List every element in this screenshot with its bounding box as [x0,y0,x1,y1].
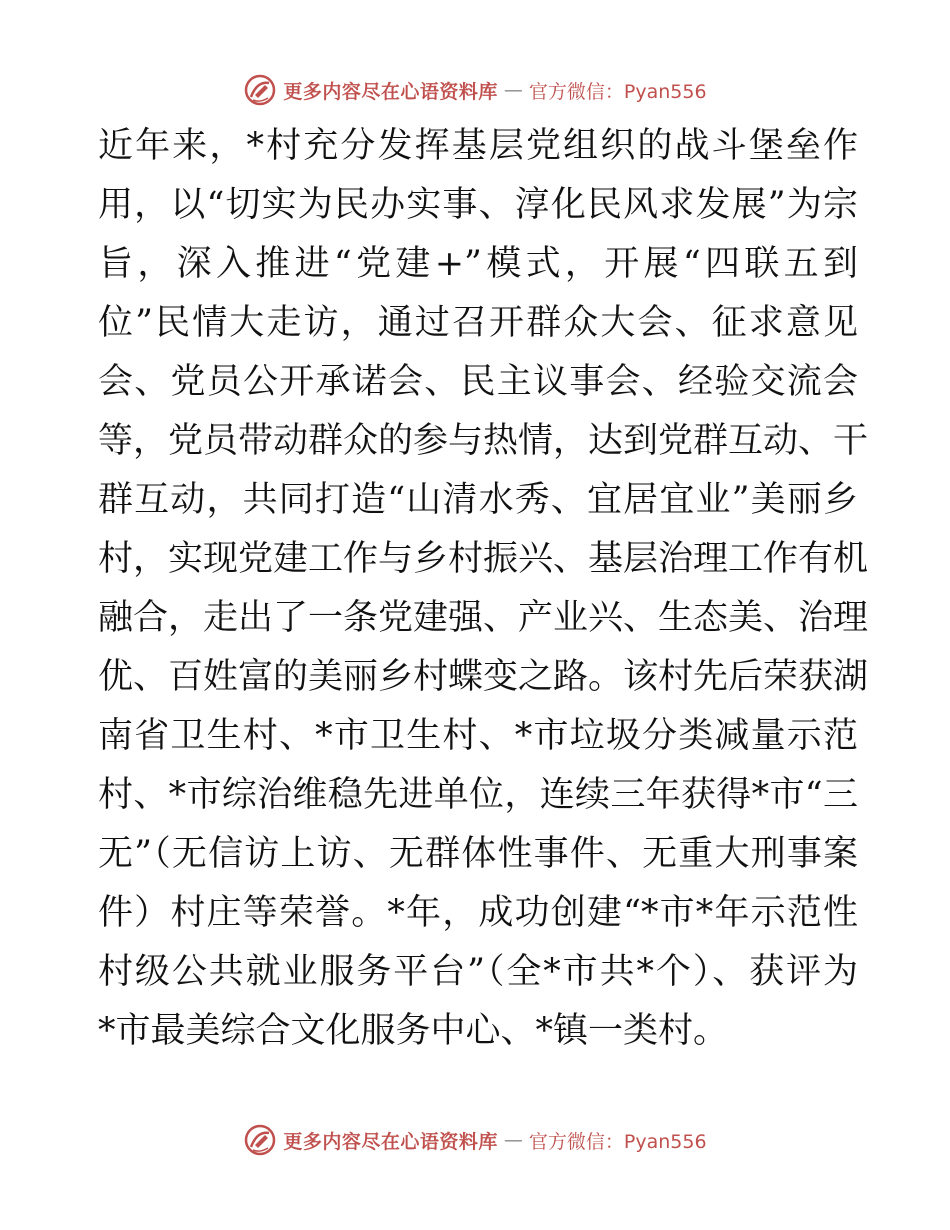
paragraph-line: 村，实现党建工作与乡村振兴、基层治理工作有机 [98,539,869,579]
paragraph-line: 村、*市综治维稳先进单位，连续三年获得*市“三 [98,775,858,815]
watermark-brand-text: 更多内容尽在心语资料库 [283,80,498,103]
paragraph-line: 旨，深入推进“党建+”模式，开展“四联五到 [98,244,858,284]
pen-swirl-logo-icon [243,73,277,107]
watermark-separator: — [503,79,523,101]
paragraph-line: 群互动，共同打造“山清水秀、宜居宜业”美丽乡 [98,480,858,520]
paragraph-line: 优、百姓富的美丽乡村蝶变之路。该村先后荣获湖 [98,657,869,697]
paragraph-line-last: *市最美综合文化服务中心、*镇一类村。 [98,1011,729,1051]
paragraph-line: 件）村庄等荣誉。*年，成功创建“*市*年示范性 [98,893,858,933]
paragraph-line: 会、党员公开承诺会、民主议事会、经验交流会 [98,362,858,402]
paragraph-line: 用，以“切实为民办实事、淳化民风求发展”为宗 [98,185,858,225]
watermark-separator: — [503,1129,523,1151]
paragraph-line: 融合，走出了一条党建强、产业兴、生态美、治理 [98,598,869,638]
footer-watermark [0,1120,950,1160]
document-body [98,117,869,1061]
watermark-wechat-text: 官方微信：Pyan556 [528,1130,707,1153]
paragraph-line: 村级公共就业服务平台”（全*市共*个）、获评为 [98,952,858,992]
pen-swirl-logo-icon [243,1123,277,1157]
watermark-brand-text: 更多内容尽在心语资料库 [283,1130,498,1153]
header-watermark [0,70,950,110]
paragraph-line: 位”民情大走访，通过召开群众大会、征求意见 [98,303,858,343]
paragraph-line: 近年来，*村充分发挥基层党组织的战斗堡垒作 [98,126,858,166]
paragraph-line: 等，党员带动群众的参与热情，达到党群互动、干 [98,421,869,461]
paragraph-line: 南省卫生村、*市卫生村、*市垃圾分类减量示范 [98,716,858,756]
paragraph-line: 无”（无信访上访、无群体性事件、无重大刑事案 [98,834,858,874]
watermark-wechat-text: 官方微信：Pyan556 [528,80,707,103]
